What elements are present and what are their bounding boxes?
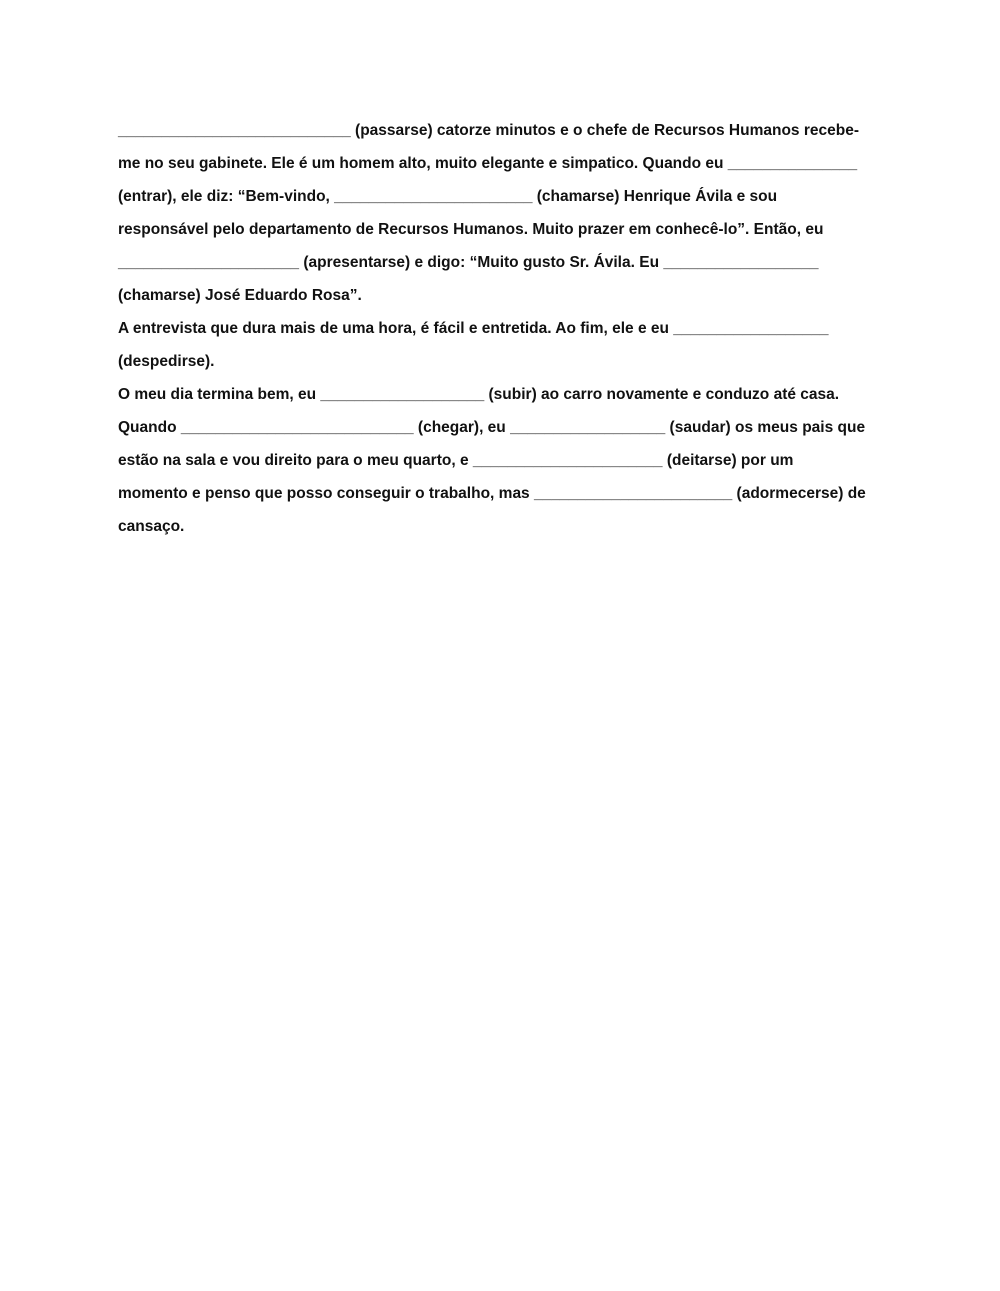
text-line: _____________________ (apresentarse) e digo: “Muito gusto Sr. Ávila. Eu __________________	[118, 254, 819, 271]
text-line: momento e penso que posso conseguir o trabalho, mas _______________________ (adormecerse) de	[118, 485, 866, 502]
text-line: (entrar), ele diz: “Bem-vindo, _______________________ (chamarse) Henrique Ávila e sou	[118, 188, 778, 205]
text-line: cansaço.	[118, 518, 185, 535]
text-line: ___________________________ (passarse) catorze minutos e o chefe de Recursos Humanos recebe-	[118, 122, 859, 139]
text-line: Quando ___________________________ (chegar), eu __________________ (saudar) os meus pais que	[118, 419, 866, 436]
text-line: estão na sala e vou direito para o meu quarto, e ______________________ (deitarse) por um	[118, 452, 794, 469]
text-line: (despedirse).	[118, 353, 215, 370]
exercise-text	[118, 114, 888, 543]
text-line: O meu dia termina bem, eu ___________________ (subir) ao carro novamente e conduzo até casa.	[118, 386, 840, 403]
text-line: A entrevista que dura mais de uma hora, é fácil e entretida. Ao fim, ele e eu __________________	[118, 320, 829, 337]
text-line: me no seu gabinete. Ele é um homem alto, muito elegante e simpatico. Quando eu _______________	[118, 155, 858, 172]
text-line: responsável pelo departamento de Recursos Humanos. Muito prazer em conhecê-lo”. Então, eu	[118, 221, 824, 238]
text-line: (chamarse) José Eduardo Rosa”.	[118, 287, 362, 304]
